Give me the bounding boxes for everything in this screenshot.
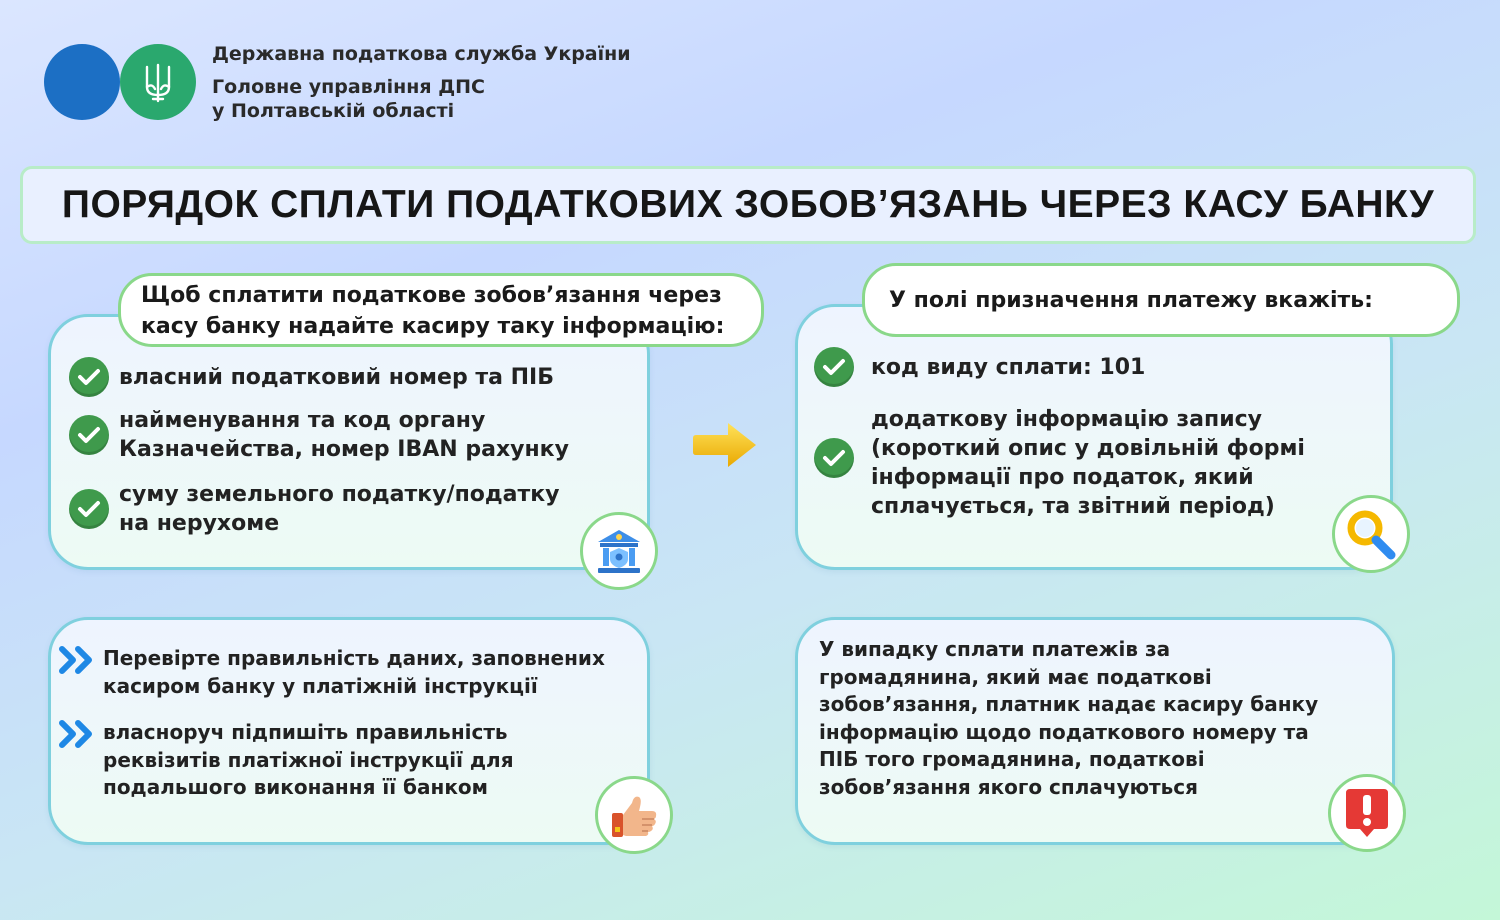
logo-green-circle (120, 44, 196, 120)
list-item-line: (короткий опис у довільній формі (871, 436, 1305, 461)
org-region: у Полтавській області (212, 100, 455, 122)
text-line: ПІБ того громадянина, податкові (819, 747, 1205, 771)
list-item (119, 406, 569, 464)
org-name: Державна податкова служба України (212, 43, 631, 65)
magnifier-icon (1343, 506, 1399, 562)
thumbs-up-icon (606, 787, 662, 843)
third-party-payment-text (819, 636, 1318, 801)
text-line: У випадку сплати платежів за (819, 637, 1171, 661)
list-item-line: сплачується, та звітний період) (871, 494, 1275, 519)
magnifier-badge (1332, 495, 1410, 573)
list-item-line: власноруч підпишіть правильність (103, 720, 508, 744)
thumbs-up-badge (595, 776, 673, 854)
list-item-line: Перевірте правильність даних, заповнених (103, 646, 605, 670)
list-item-line: найменування та код органу (119, 408, 486, 433)
cashier-info-heading (118, 273, 764, 347)
list-item (103, 645, 605, 700)
list-item-line: реквізитів платіжної інструкції для (103, 747, 514, 772)
exclamation-icon (1342, 785, 1392, 841)
page-title: ПОРЯДОК СПЛАТИ ПОДАТКОВИХ ЗОБОВ’ЯЗАНЬ ЧЕРЕЗ КАСУ БАНКУ (61, 183, 1435, 226)
list-item-line: подальшого виконання її банком (103, 775, 488, 799)
list-item-line: касиром банку у платіжній інструкції (103, 673, 538, 698)
check-icon (69, 489, 109, 529)
list-item: код виду сплати: 101 (871, 355, 1146, 380)
logo-blue-circle (44, 44, 120, 120)
check-icon (814, 438, 854, 478)
list-item-line: інформації про податок, який (871, 465, 1254, 490)
text-line: громадянина, який має податкові (819, 664, 1212, 689)
text-line: інформацію щодо податкового номеру та (819, 719, 1309, 744)
payment-purpose-heading-text: У полі призначення платежу вкажіть: (889, 287, 1373, 313)
payment-purpose-heading (862, 263, 1460, 337)
cashier-info-heading-line1: Щоб сплатити податкове зобов’язання через (141, 283, 722, 308)
title-banner (20, 166, 1476, 244)
trident-icon (143, 61, 173, 103)
list-item (103, 719, 514, 802)
double-chevron-icon (59, 720, 99, 748)
check-icon (69, 415, 109, 455)
list-item: власний податковий номер та ПІБ (119, 365, 554, 390)
check-icon (814, 347, 854, 387)
list-item-line: на нерухоме (119, 511, 280, 536)
arrow-right-icon (692, 419, 760, 471)
list-item-line: додаткову інформацію запису (871, 407, 1262, 432)
text-line: зобов’язання, платник надає касиру банку (819, 692, 1319, 716)
list-item (871, 405, 1305, 521)
bank-badge (580, 512, 658, 590)
check-icon (69, 357, 109, 397)
bank-icon (594, 526, 644, 576)
list-item-line: суму земельного податку/податку (119, 482, 560, 507)
list-item (119, 480, 560, 538)
text-line: зобов’язання якого сплачуються (819, 774, 1198, 799)
list-item-line: Казначейства, номер IBAN рахунку (119, 437, 569, 462)
org-department: Головне управління ДПС (212, 76, 486, 98)
alert-badge (1328, 774, 1406, 852)
double-chevron-icon (59, 646, 99, 674)
cashier-info-heading-line2: касу банку надайте касиру таку інформацію: (141, 314, 725, 339)
